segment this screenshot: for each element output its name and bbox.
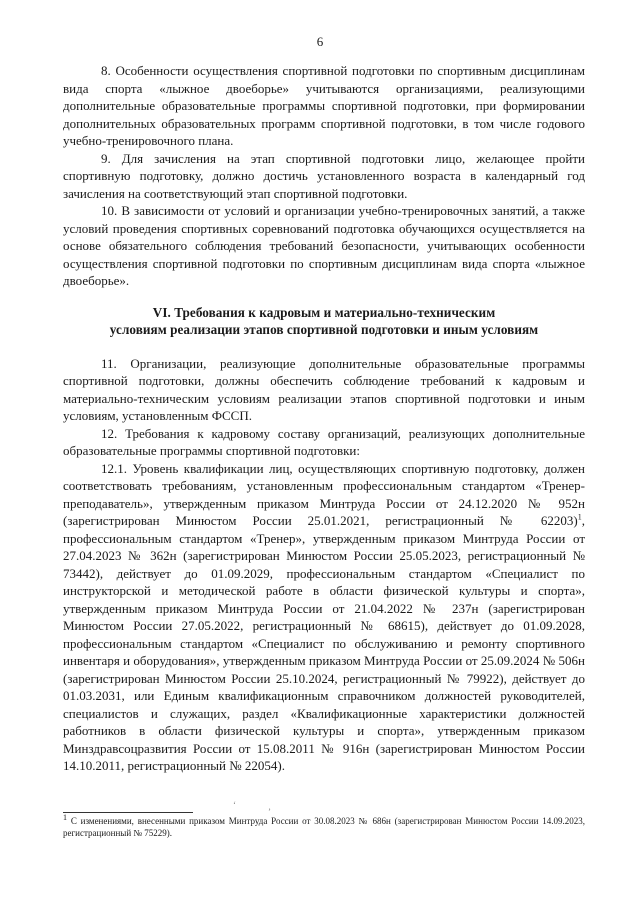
paragraph-9: 9. Для зачисления на этап спортивной подготовки лицо, желающее пройти спортивную подготовку, должно достичь установленного возраста в календарный год зачисления на соответствующий этап спортивной подготовки. (63, 150, 585, 201)
section-heading-line-2: условиям реализации этапов спортивной подготовки и иным условиям (109, 322, 539, 337)
footnote-text: С изменениями, внесенными приказом Минтруда России от 30.08.2023 № 686н (зарегистрирован Минюстом России 14.09.2023, регистрационный № 75229). (63, 816, 585, 838)
document-body (63, 62, 585, 775)
paragraph-10: 10. В зависимости от условий и организации учебно-тренировочных занятий, а также условий проведения спортивных соревнований подготовка обучающихся осуществляется на основе обязательного соблюдения требований безопасности, учитывающих особенности осуществления спортивной подготовки по спортивным дисциплинам вида спорта «лыжное двоеборье». (63, 203, 585, 288)
paragraph-12-1 (63, 460, 585, 775)
footnote-number: 1 (63, 813, 67, 822)
footnote-reference: 1 (577, 512, 582, 522)
footnote (63, 815, 585, 839)
paragraph-12-1-start: 12.1. Уровень квалификации лиц, осуществляющих спортивную подготовку, должен соответствовать требованиям, установленным профессиональным стандартом «Тренер-преподаватель», утвержденным приказом Минтруда России от 24.12.2020 № 952н (зарегистрирован Минюстом России 25.01.2021, регистрационный № 62203) (63, 460, 585, 528)
stray-mark: ’ (268, 807, 271, 817)
section-heading (63, 304, 585, 339)
stray-mark: ‘ (233, 800, 236, 810)
paragraph-12-1-rest: , профессиональным стандартом «Тренер», утвержденным приказом Минтруда России от 27.04.2023 № 362н (зарегистрирован Минюстом России 25.05.2023, регистрационный № 73442), действует до 01.09.2029, профессиональным стандартом «Специалист по инструкторской и методической работе в области физической культуры и спорта», утвержденным приказом Минтруда России от 21.04.2022 № 237н (зарегистрирован Минюстом России 27.05.2022, регистрационный № 68615), действует до 01.09.2028, профессиональным стандартом «Специалист по обслуживанию и ремонту спортивного инвентаря и оборудования», утвержденным приказом Минтруда России от 25.09.2024 № 506н (зарегистрирован Минюстом России 25.10.2024, регистрационный № 79922), действует до 01.03.2031, или Единым квалификационным справочником должностей руководителей, специалистов и служащих, раздел «Квалификационные характеристики должностей работников в области физической культуры и спорта», утвержденным приказом Минздравсоцразвития России от 15.08.2011 № 916н (зарегистрирован Минюстом России 14.10.2011, регистрационный № 22054). (63, 513, 585, 773)
page-number: 6 (316, 34, 324, 49)
paragraph-12: 12. Требования к кадровому составу организаций, реализующих дополнительные образовательные программы спортивной подготовки: (63, 425, 585, 458)
footnote-separator (63, 812, 193, 813)
section-heading-line-1: VI. Требования к кадровым и материально-техническим (152, 304, 496, 320)
paragraph-11: 11. Организации, реализующие дополнительные образовательные программы спортивной подготовки, должны обеспечить соблюдение требований к кадровым и материально-техническим условиям реализации этапов спортивной подготовки и иным условиям, установленным ФССП. (63, 355, 585, 423)
paragraph-8: 8. Особенности осуществления спортивной подготовки по спортивным дисциплинам вида спорта «лыжное двоеборье» учитываются организациями, реализующими дополнительные образовательные программы спортивной подготовки, при формировании дополнительных образовательных программ спортивной подготовки, в том числе годового учебно-тренировочного плана. (63, 63, 585, 148)
